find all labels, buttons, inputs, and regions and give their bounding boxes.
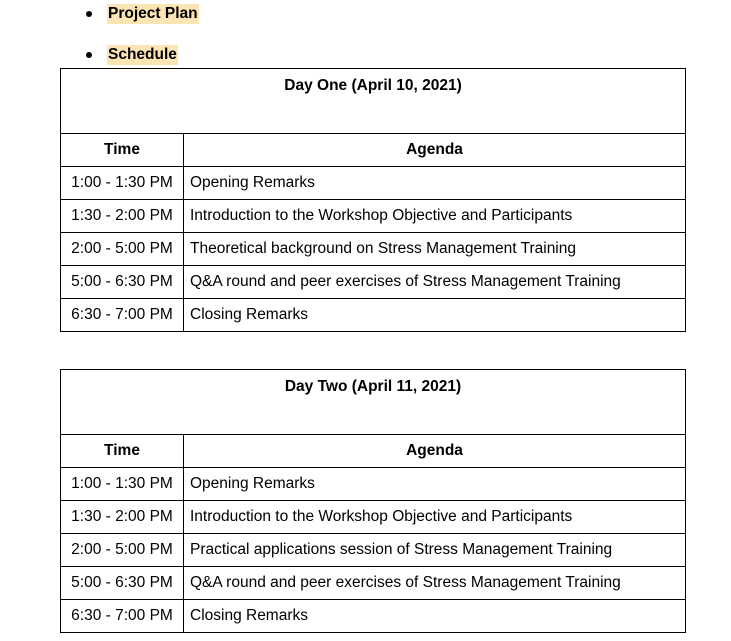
time-cell: 1:00 - 1:30 PM (61, 468, 184, 501)
table-row (61, 299, 686, 332)
day-two-table (60, 369, 686, 633)
time-header: Time (61, 435, 184, 468)
agenda-cell: Closing Remarks (184, 600, 686, 633)
time-header: Time (61, 134, 184, 167)
time-cell: 5:00 - 6:30 PM (61, 266, 184, 299)
bullet-dot-icon (86, 11, 92, 17)
agenda-cell: Introduction to the Workshop Objective and Participants (184, 200, 686, 233)
agenda-cell: Practical applications session of Stress Management Training (184, 534, 686, 567)
agenda-cell: Opening Remarks (184, 468, 686, 501)
time-cell: 1:30 - 2:00 PM (61, 200, 184, 233)
table-row (61, 600, 686, 633)
bullet-item-project-plan (86, 2, 199, 26)
agenda-cell: Q&A round and peer exercises of Stress Management Training (184, 266, 686, 299)
time-cell: 6:30 - 7:00 PM (61, 600, 184, 633)
table-row (61, 200, 686, 233)
table-row (61, 233, 686, 266)
time-cell: 2:00 - 5:00 PM (61, 534, 184, 567)
table-header-row (61, 435, 686, 468)
time-cell: 1:30 - 2:00 PM (61, 501, 184, 534)
table-title: Day Two (April 11, 2021) (61, 370, 686, 435)
table-title: Day One (April 10, 2021) (61, 69, 686, 134)
time-cell: 1:00 - 1:30 PM (61, 167, 184, 200)
agenda-cell: Theoretical background on Stress Management Training (184, 233, 686, 266)
table-row (61, 567, 686, 600)
time-cell: 6:30 - 7:00 PM (61, 299, 184, 332)
bullet-item-schedule (86, 43, 178, 67)
table-row (61, 266, 686, 299)
bullet-label: Schedule (108, 46, 177, 63)
table-row (61, 468, 686, 501)
table-title-row (61, 69, 686, 134)
bullet-dot-icon (86, 52, 92, 58)
agenda-cell: Closing Remarks (184, 299, 686, 332)
table-row (61, 501, 686, 534)
table-title-row (61, 370, 686, 435)
time-cell: 5:00 - 6:30 PM (61, 567, 184, 600)
time-cell: 2:00 - 5:00 PM (61, 233, 184, 266)
table-row (61, 167, 686, 200)
day-one-table (60, 68, 686, 332)
agenda-cell: Opening Remarks (184, 167, 686, 200)
agenda-header: Agenda (184, 134, 686, 167)
agenda-cell: Introduction to the Workshop Objective and Participants (184, 501, 686, 534)
bullet-label: Project Plan (108, 5, 198, 22)
table-row (61, 534, 686, 567)
table-header-row (61, 134, 686, 167)
agenda-header: Agenda (184, 435, 686, 468)
agenda-cell: Q&A round and peer exercises of Stress Management Training (184, 567, 686, 600)
